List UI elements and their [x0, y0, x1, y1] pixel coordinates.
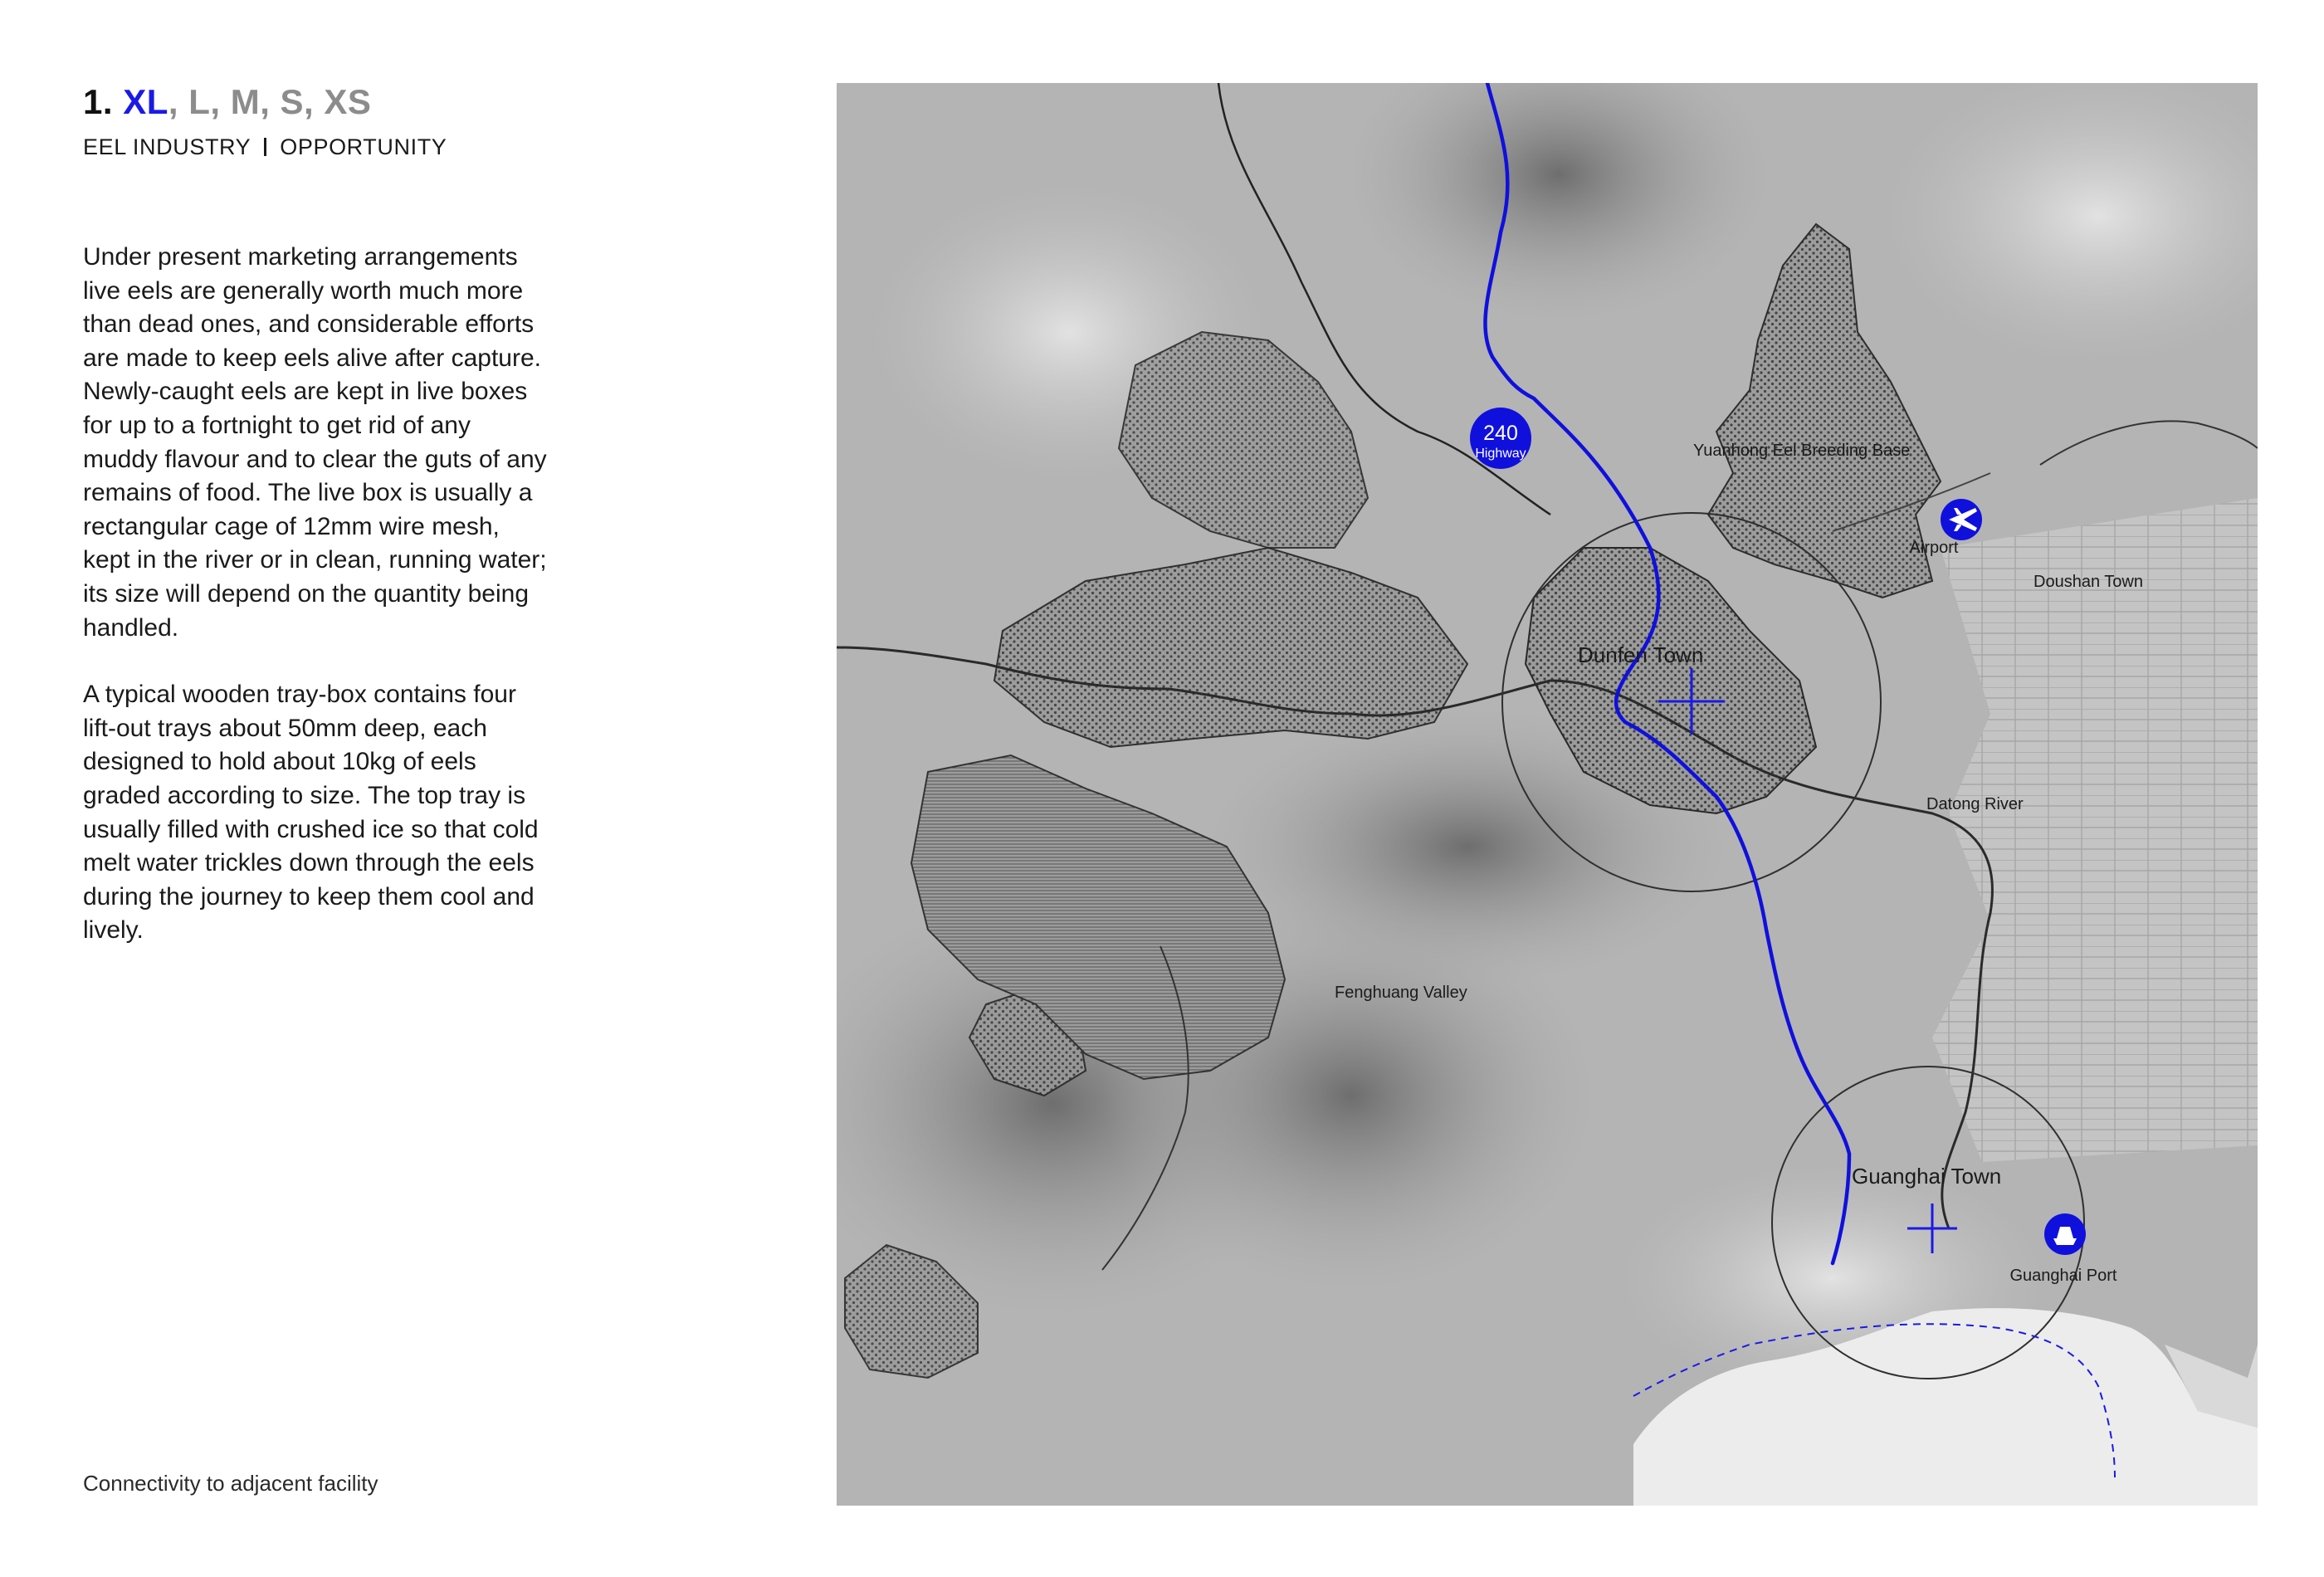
section-number: 1.: [83, 82, 114, 121]
label-yuanhong: Yuanhong Eel Breeding Base: [1693, 442, 1911, 460]
highway-240-marker[interactable]: [1470, 408, 1531, 469]
title-block: [83, 81, 548, 160]
farmland-east: [1932, 498, 2258, 1162]
subtitle-aspect: OPPORTUNITY: [280, 134, 447, 160]
figure-caption: Connectivity to adjacent facility: [83, 1471, 378, 1496]
label-doushan: Doushan Town: [2034, 573, 2143, 591]
port-marker[interactable]: [2044, 1213, 2086, 1255]
label-fenghuang: Fenghuang Valley: [1335, 984, 1467, 1002]
regional-map[interactable]: [837, 83, 2258, 1506]
scale-other-options[interactable]: , L, M, S, XS: [168, 82, 372, 121]
label-dunfen: Dunfen Town: [1578, 642, 1704, 667]
map-svg: [837, 83, 2258, 1506]
label-datong: Datong River: [1926, 795, 2024, 813]
highway-label: Highway: [1475, 447, 1526, 461]
airport-marker[interactable]: [1941, 499, 1982, 540]
scale-xl-active[interactable]: XL: [123, 82, 168, 121]
label-guanghai-town: Guanghai Town: [1852, 1164, 2002, 1189]
section-subtitle: [83, 134, 548, 160]
label-guanghai-port: Guanghai Port: [2009, 1267, 2117, 1285]
paragraph-live-eels: Under present marketing arrangements live eels are generally worth much more than dead ones, and considerable efforts are made to keep eels alive after capture. Newly-caught eels are kept in live boxes for up to a fortnight to get rid of any muddy flavour and to clear the guts of any remains of food. The live box is usually a rectangular cage of 12mm wire mesh, kept in the river or in clean, running water; its size will depend on the quantity being handled.: [83, 243, 547, 642]
subtitle-topic: EEL INDUSTRY: [83, 134, 251, 160]
subtitle-divider: [264, 138, 266, 156]
scale-heading: [83, 81, 548, 123]
highway-number: 240: [1483, 422, 1518, 445]
label-airport: Airport: [1909, 539, 1959, 557]
description-text: [83, 241, 548, 981]
paragraph-tray-box: A typical wooden tray-box contains four lift-out trays about 50mm deep, each designed to hold about 10kg of eels graded according to size. The top tray is usually filled with crushed ice so that cold melt water trickles down through the eels during the journey to keep them cool and lively.: [83, 681, 539, 945]
